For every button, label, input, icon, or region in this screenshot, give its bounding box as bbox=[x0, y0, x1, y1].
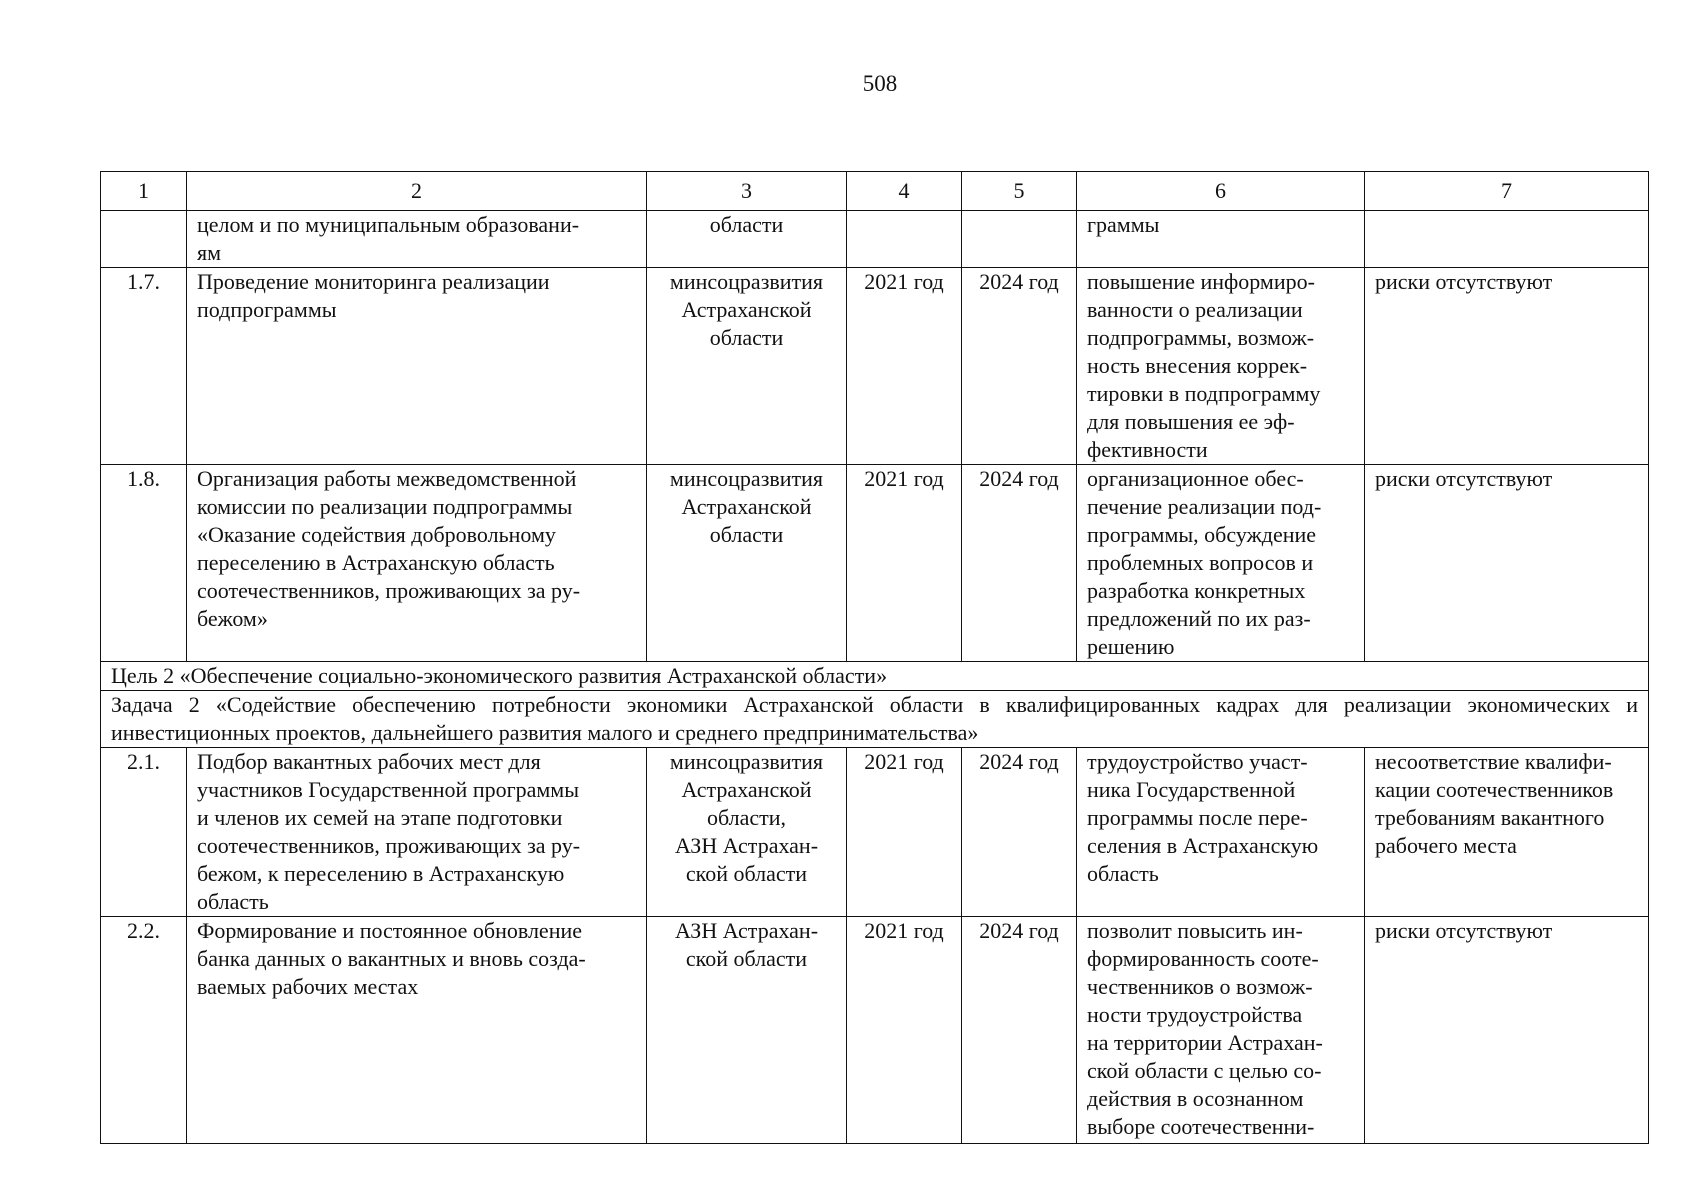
table-row-continuation bbox=[101, 211, 1649, 268]
cell-result: трудоустройство участ- ника Государственной программы после пере- селения в Астраханскую область bbox=[1077, 748, 1365, 917]
cell-activity: Подбор вакантных рабочих мест для участников Государственной программы и членов их семей на этапе подготовки соотечественников, проживающих за ру- бежом, к переселению в Астраханскую область bbox=[187, 748, 647, 917]
cell-start bbox=[847, 211, 962, 268]
cell-number: 1.8. bbox=[101, 465, 187, 662]
cell-start: 2021 год bbox=[847, 748, 962, 917]
cell-activity: целом и по муниципальным образовани- ям bbox=[187, 211, 647, 268]
cell-result: повышение информиро- ванности о реализации подпрограммы, возмож- ность внесения коррек- тировки в подпрограмму для повышения ее эф- фективности bbox=[1077, 268, 1365, 465]
task-row bbox=[101, 691, 1649, 748]
cell-activity: Проведение мониторинга реализации подпрограммы bbox=[187, 268, 647, 465]
cell-end: 2024 год bbox=[962, 465, 1077, 662]
cell-end: 2024 год bbox=[962, 917, 1077, 1144]
table-row bbox=[101, 268, 1649, 465]
cell-executor: области bbox=[647, 211, 847, 268]
cell-executor: минсоцразвития Астраханской области, АЗН Астрахан- ской области bbox=[647, 748, 847, 917]
table-row bbox=[101, 917, 1649, 1144]
cell-risks: риски отсутствуют bbox=[1365, 917, 1649, 1144]
cell-result: граммы bbox=[1077, 211, 1365, 268]
cell-number: 2.1. bbox=[101, 748, 187, 917]
cell-executor: минсоцразвития Астраханской области bbox=[647, 465, 847, 662]
cell-risks: несоответствие квалифи- кации соотечественников требованиям вакантного рабочего места bbox=[1365, 748, 1649, 917]
cell-number bbox=[101, 211, 187, 268]
measures-table bbox=[100, 171, 1649, 1144]
cell-activity: Формирование и постоянное обновление банка данных о вакантных и вновь созда- ваемых рабочих местах bbox=[187, 917, 647, 1144]
task-title: Задача 2 «Содействие обеспечению потребности экономики Астраханской области в квалифицированных кадрах для реализации экономических и инвестиционных проектов, дальнейшего развития малого и среднего предпринимательства» bbox=[101, 691, 1649, 748]
column-header: 3 bbox=[647, 172, 847, 211]
goal-title: Цель 2 «Обеспечение социально-экономического развития Астраханской области» bbox=[101, 662, 1649, 691]
cell-risks: риски отсутствуют bbox=[1365, 465, 1649, 662]
cell-risks bbox=[1365, 211, 1649, 268]
column-header: 4 bbox=[847, 172, 962, 211]
column-number-row bbox=[101, 172, 1649, 211]
cell-start: 2021 год bbox=[847, 465, 962, 662]
column-header: 7 bbox=[1365, 172, 1649, 211]
cell-risks: риски отсутствуют bbox=[1365, 268, 1649, 465]
cell-number: 2.2. bbox=[101, 917, 187, 1144]
table-row bbox=[101, 465, 1649, 662]
cell-end bbox=[962, 211, 1077, 268]
cell-start: 2021 год bbox=[847, 917, 962, 1144]
column-header: 6 bbox=[1077, 172, 1365, 211]
cell-start: 2021 год bbox=[847, 268, 962, 465]
cell-result: позволит повысить ин- формированность сооте- чественников о возмож- ности трудоустройства на территории Астрахан- ской области с целью со- действия в осознанном выборе соотечественни- bbox=[1077, 917, 1365, 1144]
cell-executor: АЗН Астрахан- ской области bbox=[647, 917, 847, 1144]
cell-executor: минсоцразвития Астраханской области bbox=[647, 268, 847, 465]
cell-result: организационное обес- печение реализации под- программы, обсуждение проблемных вопросов и разработка конкретных предложений по их раз- решению bbox=[1077, 465, 1365, 662]
cell-end: 2024 год bbox=[962, 268, 1077, 465]
page-number: 508 bbox=[862, 71, 898, 96]
cell-number: 1.7. bbox=[101, 268, 187, 465]
cell-activity: Организация работы межведомственной комиссии по реализации подпрограммы «Оказание содействия добровольному переселению в Астраханскую область соотечественников, проживающих за ру- бежом» bbox=[187, 465, 647, 662]
table-row bbox=[101, 748, 1649, 917]
goal-row bbox=[101, 662, 1649, 691]
cell-end: 2024 год bbox=[962, 748, 1077, 917]
column-header: 5 bbox=[962, 172, 1077, 211]
column-header: 2 bbox=[187, 172, 647, 211]
column-header: 1 bbox=[101, 172, 187, 211]
